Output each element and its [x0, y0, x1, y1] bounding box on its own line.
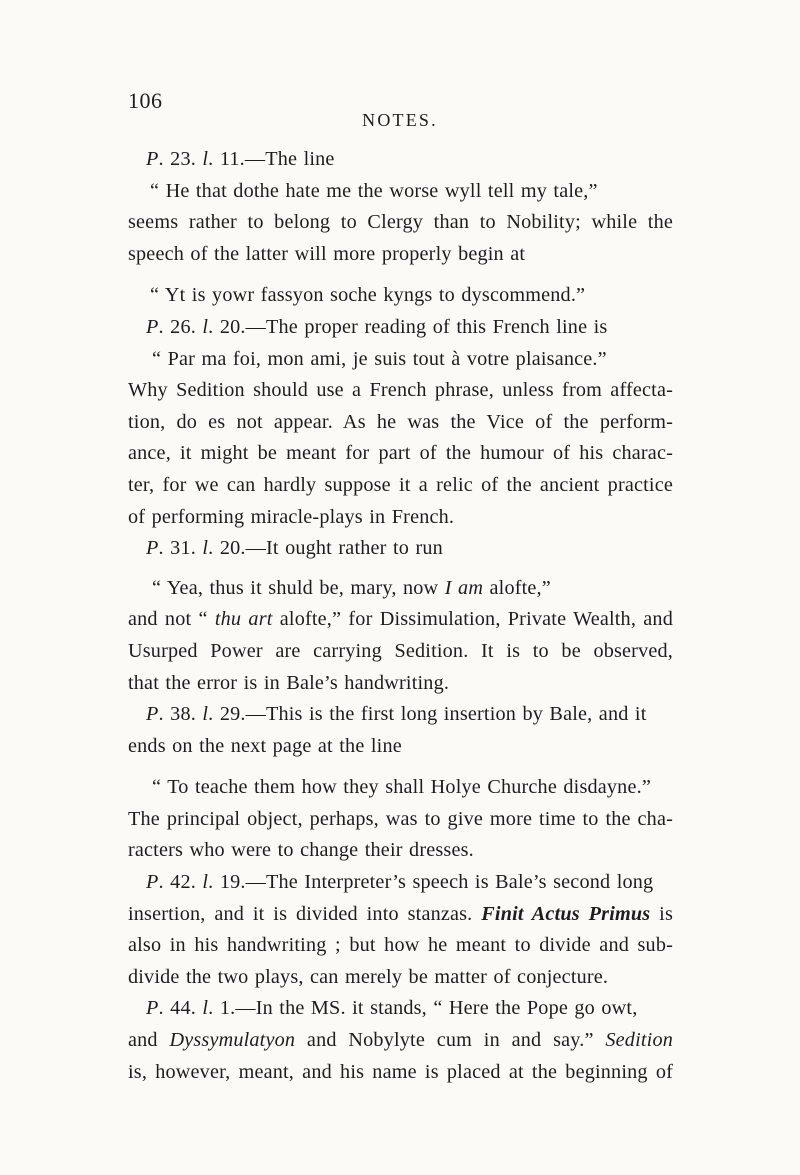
note-ref: . 31.: [158, 537, 203, 560]
note-label: P: [146, 871, 159, 894]
line-marker: l: [202, 148, 209, 170]
note-p23: [128, 144, 673, 176]
paragraph-line: ance, it might be meant for part of the humour of his charac-: [128, 442, 673, 465]
note-text: . 11.—The line: [208, 148, 335, 170]
running-head: NOTES.: [362, 110, 438, 130]
line-marker: l: [202, 537, 209, 560]
quote-italic: I am: [444, 576, 484, 599]
note-p44: [128, 993, 673, 1025]
quotation-3: “ Par ma foi, mon ami, je suis tout à votre plaisance.”: [152, 347, 607, 370]
note-ref: . 26.: [158, 315, 203, 338]
quotation-5: “ To teache them how they shall Holye Churche disdayne.”: [152, 776, 651, 799]
paragraph-line: [128, 604, 673, 636]
note-label: P: [146, 703, 159, 726]
quote-text: alofte,”: [483, 576, 551, 599]
text-span: and: [128, 1029, 170, 1052]
paragraph-line: of performing miracle-plays in French.: [128, 505, 455, 528]
note-label: P: [146, 537, 159, 560]
quotation-2: “ Yt is yowr fassyon soche kyngs to dyscommend.”: [150, 284, 586, 307]
page-number: 106: [128, 88, 163, 113]
text-span: alofte,” for Dissimulation, Private Wealth, and: [272, 608, 673, 631]
text-span: and Nobylyte cum in and say.”: [295, 1029, 606, 1052]
line-marker: l: [202, 703, 209, 726]
paragraph-line: racters who were to change their dresses.: [128, 839, 474, 862]
text-span: is: [650, 902, 673, 925]
paragraph-line: [128, 1025, 673, 1057]
paragraph-line: [128, 899, 673, 931]
note-text: . 19.—The Interpreter’s speech is Bale’s second long: [208, 871, 654, 894]
italic-span: Finit Actus Primus: [481, 902, 651, 925]
note-label: P: [146, 315, 159, 338]
note-ref: . 42.: [158, 871, 203, 894]
note-ref: . 44.: [158, 997, 203, 1020]
note-p26: [128, 312, 673, 344]
paragraph-line: also in his handwriting ; but how he meant to divide and sub-: [128, 934, 673, 957]
paragraph-line: ter, for we can hardly suppose it a relic of the ancient practice: [128, 473, 673, 496]
italic-span: thu art: [214, 608, 273, 631]
note-text: . 20.—The proper reading of this French line is: [208, 315, 608, 338]
paragraph-line: speech of the latter will more properly begin at: [128, 242, 526, 265]
line-marker: l: [202, 871, 209, 894]
paragraph-line: Why Sedition should use a French phrase, unless from affecta-: [128, 379, 673, 402]
note-text: . 1.—In the MS. it stands, “ Here the Pope go owt,: [208, 997, 638, 1020]
quotation-1: “ He that dothe hate me the worse wyll tell my tale,”: [150, 179, 598, 202]
note-text: . 20.—It ought rather to run: [208, 537, 443, 560]
paragraph-line: Usurped Power are carrying Sedition. It is to be observed,: [128, 639, 673, 662]
note-ref: . 38.: [158, 703, 203, 726]
paragraph-line: ends on the next page at the line: [128, 734, 402, 757]
line-marker: l: [202, 315, 209, 338]
text-span: and not “: [128, 608, 215, 631]
note-label: P: [146, 148, 159, 170]
quote-text: “ Yea, thus it shuld be, mary, now: [152, 576, 445, 599]
paragraph-line: is, however, meant, and his name is placed at the beginning of: [128, 1060, 673, 1083]
notes-body: [128, 144, 673, 1088]
paragraph-line: seems rather to belong to Clergy than to Nobility; while the: [128, 211, 673, 234]
note-p38: [128, 699, 673, 731]
paragraph-line: tion, do es not appear. As he was the Vice of the perform-: [128, 410, 673, 433]
paragraph-line: divide the two plays, can merely be matter of conjecture.: [128, 965, 609, 988]
note-text: . 29.—This is the first long insertion by Bale, and it: [208, 703, 647, 726]
line-marker: l: [202, 997, 209, 1020]
note-p42: [128, 867, 673, 899]
italic-span: Sedition: [605, 1029, 673, 1052]
note-p31: [128, 533, 673, 565]
note-ref: . 23.: [158, 148, 203, 170]
note-label: P: [146, 997, 159, 1020]
text-span: insertion, and it is divided into stanzas.: [128, 902, 482, 925]
quotation-4: [128, 573, 673, 605]
paragraph-line: that the error is in Bale’s handwriting.: [128, 671, 450, 694]
paragraph-line: The principal object, perhaps, was to give more time to the cha-: [128, 807, 673, 830]
italic-span: Dyssymulatyon: [169, 1029, 296, 1052]
